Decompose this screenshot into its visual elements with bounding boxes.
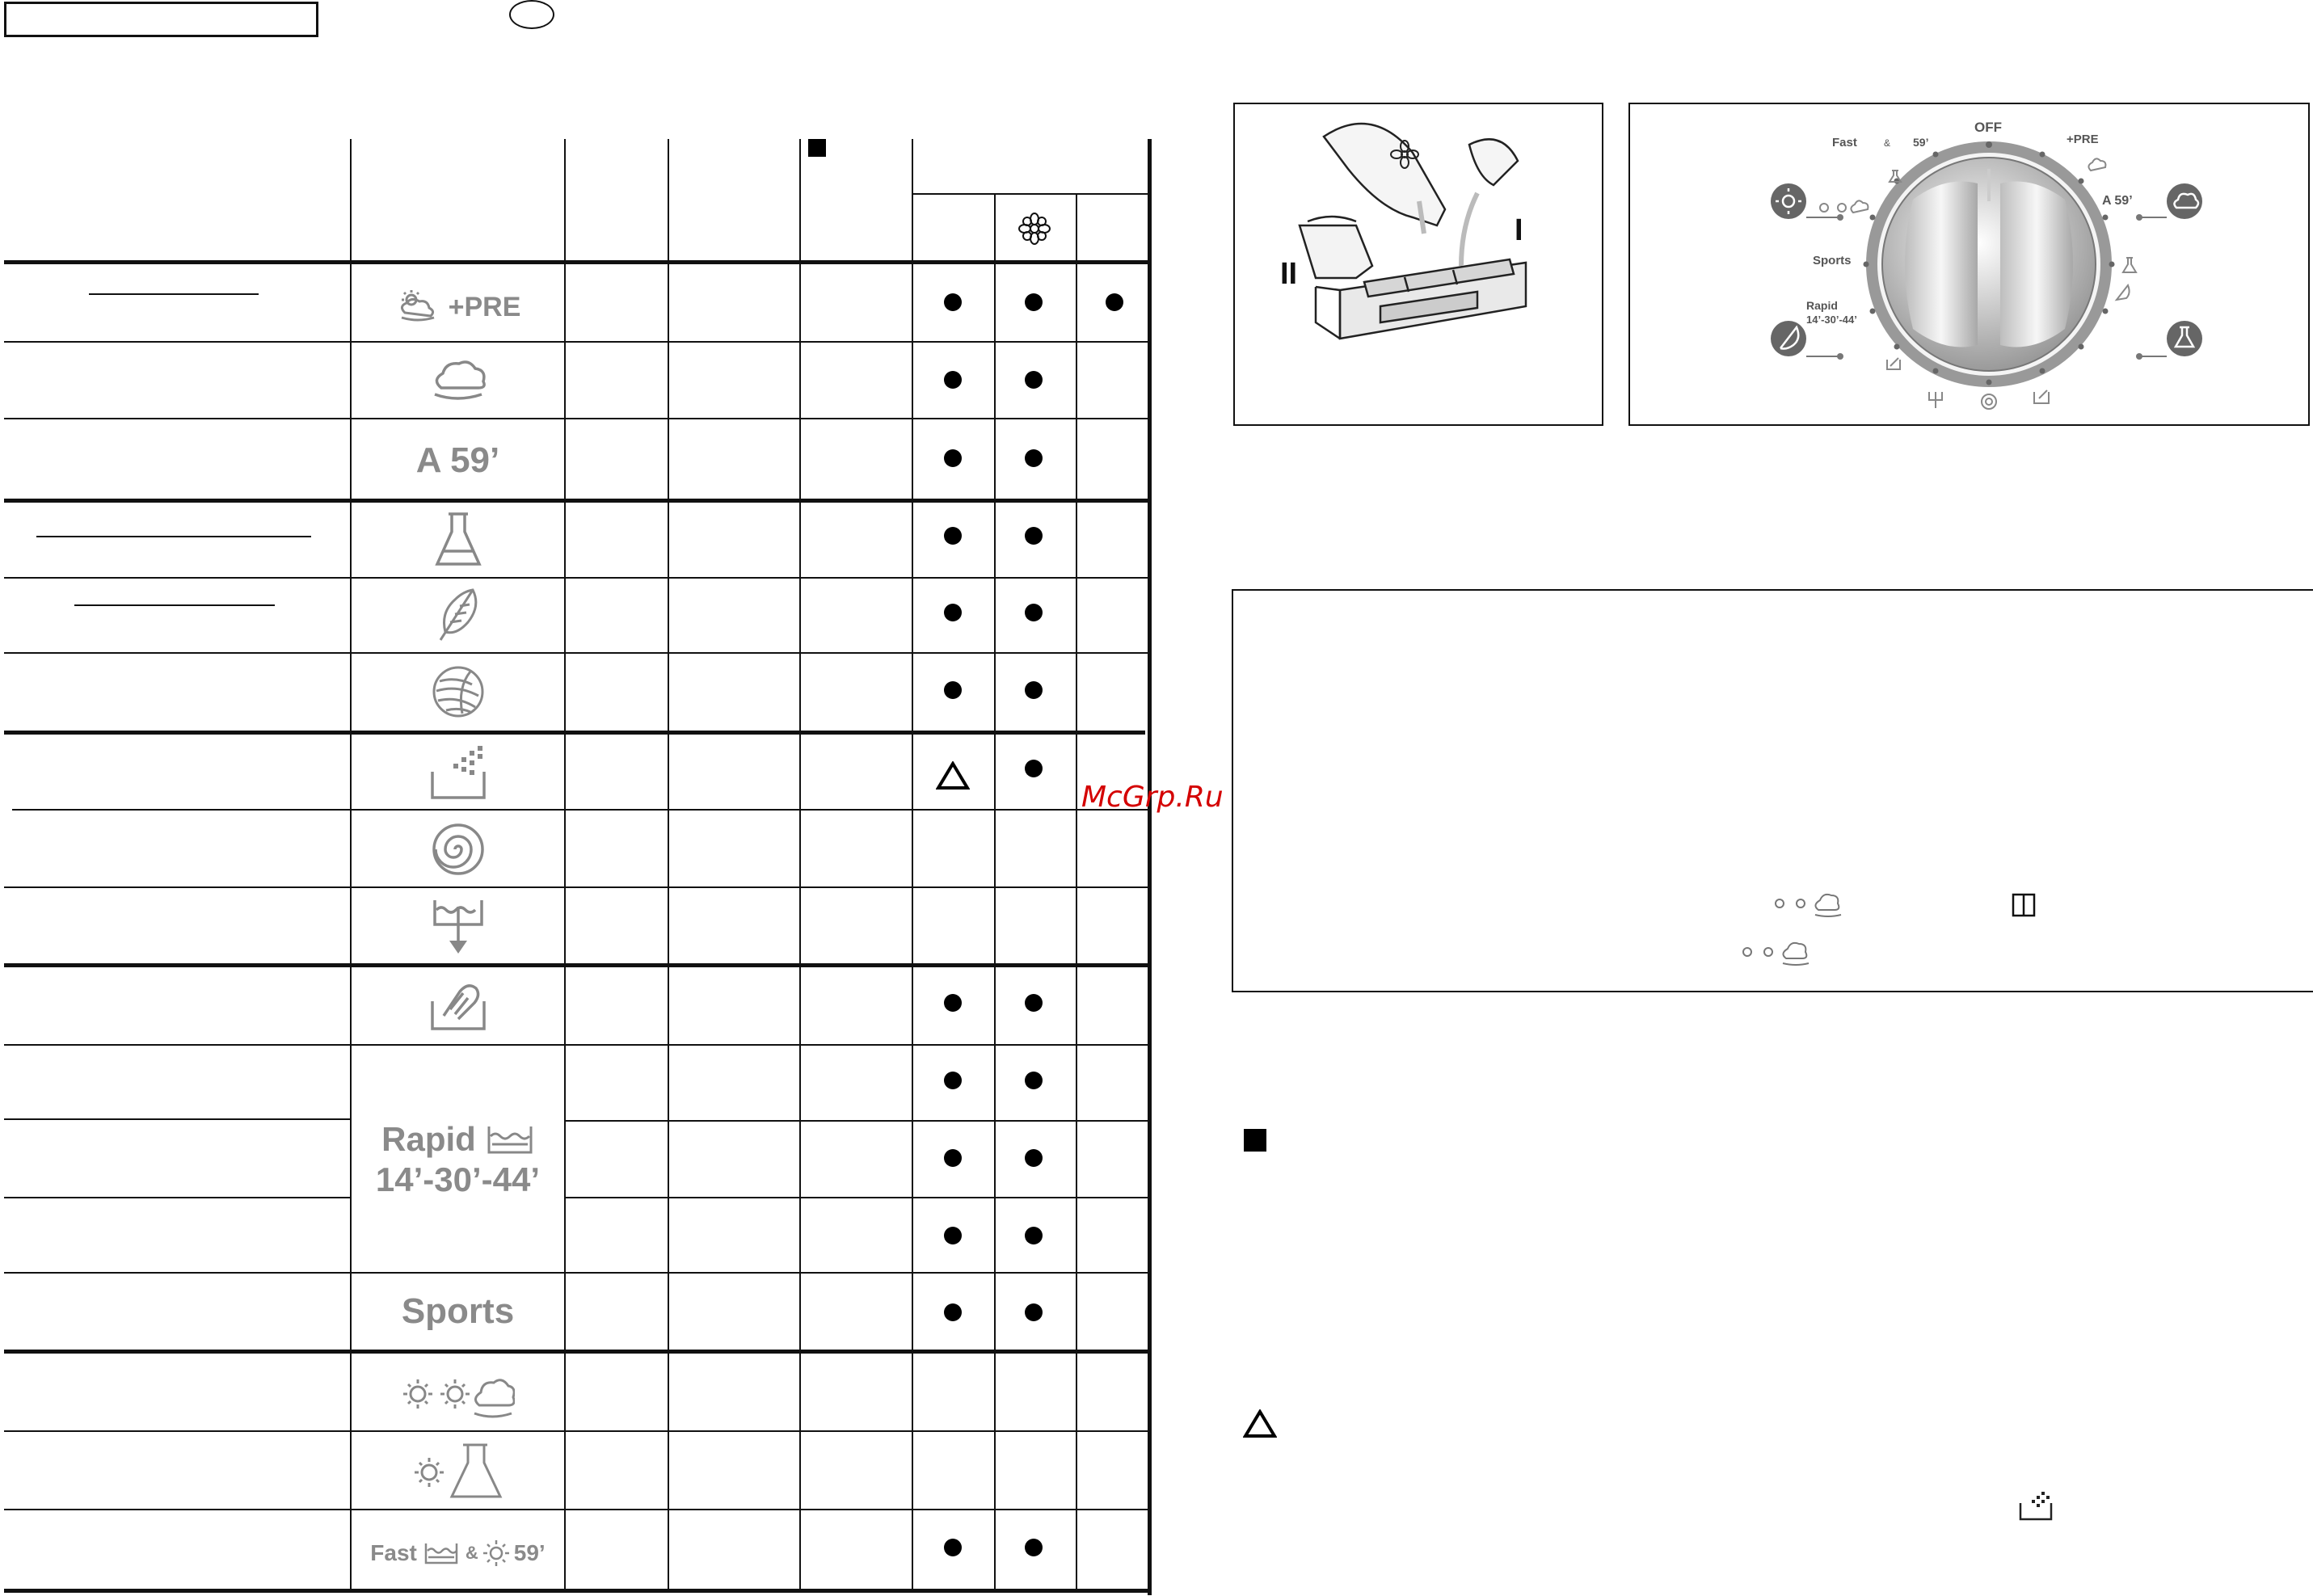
fast-label: Fast [370,1540,417,1565]
programme-dial-panel [1628,103,2310,426]
rapid-times-label: 14’-30’-44’ [375,1160,541,1198]
fast-amp: & [465,1543,478,1563]
dial-dry-cottons-button [1771,183,1806,219]
dial-rapid-label: Rapid [1806,299,1838,312]
dial-synthetics-button [2167,321,2202,356]
sports-label: Sports [401,1291,515,1331]
dry-cottons-small-icon [1738,937,1812,966]
softener-flower-icon [1017,212,1051,246]
square-legend-icon [1244,1129,1266,1152]
dial-a59-label: A 59’ [2102,194,2133,208]
tub-icon [486,1123,534,1156]
page-number-box [4,2,318,37]
language-badge [509,0,554,29]
handwash-icon [426,977,491,1034]
fast-59-label: 59’ [513,1540,546,1565]
triangle-legend-icon [1243,1409,1277,1438]
prewash-label: +PRE [448,291,521,322]
triangle-marker-icon [936,761,970,790]
drain-icon [430,895,487,958]
synthetics-flask-icon [434,511,482,569]
row-a59-symbol [352,436,564,485]
dial-fast-label: Fast [1832,136,1857,149]
a59-label: A 59’ [415,440,500,480]
cottons-icon [430,357,487,402]
dial-fast-amp: & [1884,137,1891,149]
dial-pre-label: +PRE [2067,133,2099,146]
tub-icon [423,1541,459,1565]
notes-box [1232,589,2313,992]
manual-book-icon [2011,892,2037,918]
rinse-small-icon [2017,1487,2054,1522]
sun-icon [482,1539,511,1568]
dial-sports-label: Sports [1813,254,1852,267]
dial-rapid-times-label: 14’-30’-44’ [1806,314,1857,326]
wool-icon [430,663,487,720]
prewash-icon [395,288,444,326]
spin-spiral-icon [430,821,487,878]
dial-off-label: OFF [1974,120,2002,135]
compartment-label-II: II [1280,257,1298,291]
dial-cottons-button [2167,183,2202,219]
dial-delicates-button [1771,321,1806,356]
row-fast-symbol [352,1527,564,1579]
compartment-label-I: I [1515,213,1523,247]
dial-fast-59: 59’ [1913,136,1929,149]
row-prewash-symbol [352,283,564,331]
dry-synthetics-icon [410,1440,507,1501]
square-marker-icon [808,139,826,157]
rapid-label: Rapid [381,1120,476,1158]
rinse-shower-icon [426,739,491,804]
row-sports-symbol [352,1285,564,1338]
watermark-text: McGrp.Ru [1081,781,1224,814]
dispenser-illustration [1233,103,1603,426]
row-rapid-symbol [352,1119,564,1200]
dry-cottons-small-icon [1770,889,1844,918]
dry-cottons-icon [402,1365,515,1421]
feather-delicates-icon [432,583,484,645]
